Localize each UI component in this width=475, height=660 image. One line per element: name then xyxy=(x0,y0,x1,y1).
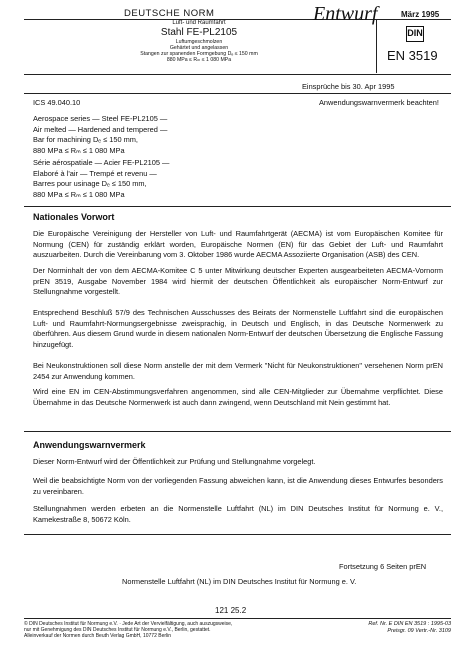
title-line-melt: Luftumgeschmolzen xyxy=(175,39,223,45)
header-title-block xyxy=(64,20,334,63)
french-title-line: 880 MPa ≤ Rₘ ≤ 1 080 MPa xyxy=(33,189,125,199)
paragraph: Dieser Norm-Entwurf wird der Öffentlichkeit zur Prüfung und Stellungnahme vorgelegt. xyxy=(33,457,316,466)
status-label: Entwurf xyxy=(313,3,378,25)
price-group: Preisgr. 09 Vertr.-Nr. 3109 xyxy=(387,628,451,634)
din-number-box xyxy=(376,20,451,73)
issuing-body: Normenstelle Luftfahrt (NL) im DIN Deutsches Institut für Normung e. V. xyxy=(122,577,357,586)
title-line-treat: Gehärtet und angelassen xyxy=(169,45,229,51)
issue-date: März 1995 xyxy=(401,10,440,19)
paragraph: Weil die beabsichtigte Norm von der vorliegenden Fassung abweichen kann, ist die Anwendung dieses Entwurfes besonders zu vereinbaren. xyxy=(33,476,443,496)
standard-label: DEUTSCHE NORM xyxy=(124,8,215,19)
french-title xyxy=(33,158,169,200)
divider xyxy=(24,534,451,535)
copyright-line: © DIN Deutsches Institut für Normung e.V. · Jede Art der Vervielfältigung, auch auszugsweise, xyxy=(24,621,233,627)
ics-code: ICS 49.040.10 xyxy=(33,98,81,107)
objection-deadline: Einsprüche bis 30. Apr 1995 xyxy=(302,82,395,91)
paragraph: Stellungnahmen werden erbeten an die Normenstelle Luftfahrt (NL) im DIN Deutsches Institut für Normung e. V., Kamekestraße 8, 50672 Köln. xyxy=(33,504,443,524)
paragraph: Entsprechend Beschluß 57/9 des Technischen Ausschusses des Beirats der Normenstelle Luftfahrt sind die europäischen Luft- und Raumfahrt-Normungsergebnisse zweisprachig, in Deutsch und Englisch, in das Deutsche Normenwerk zu überführen. Aus diesem Grund wurde in diesem nationalen Norm-Entwurf der deutschen Übersetzung die Englische Fassung hinzugefügt. xyxy=(33,308,443,349)
english-title-line: Bar for machining Dₑ ≤ 150 mm, xyxy=(33,135,138,144)
french-title-line: Barres pour usinage Dₑ ≤ 150 mm, xyxy=(33,179,147,188)
divider xyxy=(24,431,451,432)
reference-number: Ref. Nr. E DIN EN 3519 : 1995-03 xyxy=(368,621,451,627)
din-logo: DIN xyxy=(406,26,424,42)
footer-rule xyxy=(24,618,451,619)
price-group-number: 121 25.2 xyxy=(215,606,247,615)
divider xyxy=(24,206,451,207)
paragraph: Die Europäische Vereinigung der Hersteller von Luft- und Raumfahrtgerät (AECMA) ist vom Europäischen Komitee für Normung (CEN) für zuständig erklärt worden, Europäische Normen (EN) für das Gebiet der Luft- und Raumfahrt auszuarbeiten. Durch die Vereinbarung vom 3. Oktober 1986 wurde AECMA Assoziierte Organisation (ASB) des CEN. xyxy=(33,229,443,259)
copyright-notice xyxy=(24,621,314,639)
document-number: EN 3519 xyxy=(387,48,438,63)
section-heading: Nationales Vorwort xyxy=(33,212,115,222)
french-title-line: Série aérospatiale — Acier FE-PL2105 — xyxy=(33,158,170,167)
subject-area: Luft- und Raumfahrt xyxy=(172,20,226,26)
section-heading: Anwendungswarnvermerk xyxy=(33,440,146,450)
continuation-note: Fortsetzung 6 Seiten prEN xyxy=(339,562,427,571)
reference-info xyxy=(338,621,451,635)
english-title-line: Air melted — Hardened and tempered — xyxy=(33,124,168,134)
english-title-line: Aerospace series — Steel FE-PL2105 — xyxy=(33,114,168,123)
divider xyxy=(24,93,451,94)
title-line-strength: 880 MPa ≤ Rₘ ≤ 1 080 MPa xyxy=(166,57,232,63)
paragraph: Wird eine EN im CEN-Abstimmungsverfahren angenommen, sind alle CEN-Mitglieder zur Übernahme verpflichtet. Diese Übernahme in das Deutsche Normenwerk ist auch dann zwingend, wenn Deutschland mit Nein gestimmt hat. xyxy=(33,387,443,407)
title-line-bars: Stangen zur spanenden Formgebung Dₑ ≤ 150 mm xyxy=(140,51,258,57)
header-rule-bottom xyxy=(24,74,451,75)
document-title: Stahl FE-PL2105 xyxy=(160,27,238,38)
header xyxy=(24,3,451,74)
warning-note: Anwendungswarnvermerk beachten! xyxy=(319,98,439,107)
french-title-line: Elaboré à l'air — Trempé et revenu — xyxy=(33,168,157,178)
copyright-line: nur mit Genehmigung des DIN Deutsches Institut für Normung e.V., Berlin, gestattet. xyxy=(24,627,211,633)
english-title-line: 880 MPa ≤ Rₘ ≤ 1 080 MPa xyxy=(33,145,125,155)
paragraph: Der Norminhalt der von dem AECMA-Komitee C 5 unter Mitwirkung deutscher Experten ausgearbeiteten AECMA-Vornorm prEN 3519, Ausgabe November 1984 wird hiermit der deutschen Öffentlichkeit als europäischer Norm-Entwurf zur Stellungnahme vorgestellt. xyxy=(33,266,443,296)
english-title xyxy=(33,114,167,156)
paragraph: Bei Neukonstruktionen soll diese Norm anstelle der mit dem Vermerk "Nicht für Neukonstruktionen" versehenen Norm prEN 2454 zur Anwendung kommen. xyxy=(33,361,443,381)
copyright-line: Alleinverkauf der Normen durch Beuth Verlag GmbH, 10772 Berlin xyxy=(24,633,172,639)
